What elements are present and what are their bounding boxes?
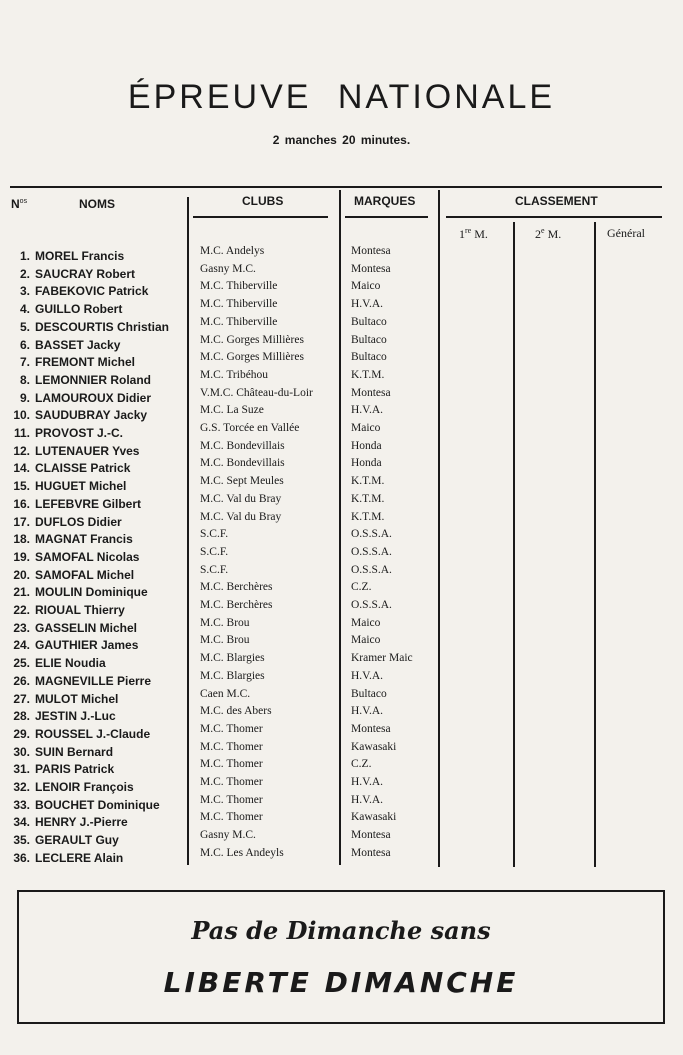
rider-name: MAGNEVILLE Pierre [35,673,152,688]
rider-club: M.C. Bondevillais [200,439,285,452]
rider-club: M.C. Thomer [200,722,263,735]
table-row [0,722,683,744]
rider-club: M.C. Thomer [200,776,263,788]
rider-club: M.C. Thomer [200,811,263,824]
rider-name: MOULIN Dominique [35,585,148,600]
table-row [0,740,683,762]
rider-name: PROVOST J.-C. [35,426,124,440]
rider-marque: Maico [351,280,381,293]
rider-club: M.C. La Suze [200,404,264,417]
header-general: Général [607,226,645,240]
rider-marque: Bultaco [351,315,387,328]
rider-number: 23. [13,620,30,635]
rider-club: Gasny M.C. [200,829,256,842]
header-manche-2: 2e M. [535,226,562,241]
rider-marque: Maico [351,616,381,629]
rider-club: M.C. Thomer [200,758,263,771]
rider-marque: H.V.A. [351,776,384,788]
ad-line-2: LIBERTE DIMANCHE [163,966,519,999]
rider-marque: K.T.M. [351,368,385,381]
table-row [0,262,683,284]
rider-name: SAUCRAY Robert [35,266,136,281]
rider-club: M.C. Gorges Millières [200,333,304,346]
rider-name: RIOUAL Thierry [35,603,125,617]
table-row [0,404,683,425]
rider-number: 2. [19,266,30,281]
rider-name: SAMOFAL Michel [35,567,135,582]
advertisement-box [17,890,665,1024]
rider-club: M.C. Sept Meules [200,475,284,488]
rider-marque: H.V.A. [351,298,384,311]
rider-club: M.C. Thomer [200,793,263,806]
rider-number: 35. [13,833,30,848]
rider-number: 32. [13,780,30,794]
rider-marque: Kawasaki [351,811,397,824]
rider-marque: Kawasaki [351,740,397,753]
header-clubs: CLUBS [242,194,284,208]
rider-club: M.C. Thomer [200,740,263,753]
table-row [0,846,683,868]
rider-name: LECLERE Alain [35,850,124,865]
rider-club: M.C. Andelys [200,245,265,257]
rider-marque: Kramer Maic [351,652,413,665]
rider-club: S.C.F. [200,545,229,558]
clubs-underline [193,216,328,218]
rider-number: 10. [13,408,30,423]
rider-name: ELIE Noudia [35,656,106,671]
table-row [0,351,683,372]
header-top-rule [10,186,662,188]
rider-name: BOUCHET Dominique [35,797,160,812]
rider-number: 9. [19,390,30,405]
rider-marque: Bultaco [351,351,387,364]
page-subtitle: 2 manches 20 minutes. [272,133,411,147]
rider-number: 4. [19,302,30,317]
rider-number: 21. [13,585,30,600]
rider-name: LAMOUROUX Didier [35,390,152,405]
rider-club: M.C. Thiberville [200,315,278,328]
rider-number: 29. [13,726,30,741]
rider-marque: Bultaco [351,333,387,346]
rider-name: MOREL Francis [35,249,125,263]
rider-club: M.C. Brou [200,616,250,629]
table-row [0,758,683,779]
rider-club: M.C. Les Andeyls [200,846,284,859]
header-marques: MARQUES [354,194,416,208]
table-row [0,705,683,726]
table-row [0,528,683,549]
header-classement: CLASSEMENT [515,194,598,208]
rider-club: M.C. Bondevillais [200,457,285,470]
rider-number: 6. [19,337,30,352]
rider-name: GUILLO Robert [35,302,123,317]
rider-name: LENOIR François [35,780,134,794]
rider-name: FREMONT Michel [35,355,136,370]
rider-number: 33. [13,797,30,812]
rider-club: M.C. Blargies [200,652,265,665]
rider-name: SUIN Bernard [35,744,114,759]
rider-marque: K.T.M. [351,510,385,523]
ad-line-1: Pas de Dimanche sans [191,916,491,945]
rider-club: M.C. Thiberville [200,280,278,293]
marques-underline [345,216,428,218]
rider-marque: C.Z. [351,758,372,771]
rider-number: 17. [13,514,30,529]
table-row [0,669,683,691]
rider-number: 7. [19,355,30,370]
page-title: ÉPREUVE NATIONALE [127,78,556,116]
rider-name: SAUDUBRAY Jacky [35,408,148,423]
table-row [0,563,683,585]
table-row [0,510,683,532]
rider-name: MAGNAT Francis [35,532,133,547]
rider-marque: Montesa [351,386,391,399]
rider-club: Caen M.C. [200,687,251,700]
rider-name: DESCOURTIS Christian [35,319,170,334]
rider-club: G.S. Torcée en Vallée [200,422,300,434]
rider-marque: Montesa [351,829,391,842]
rider-name: GERAULT Guy [35,833,119,848]
rider-number: 5. [19,319,30,334]
rider-name: MULOT Michel [35,691,119,706]
table-row [0,634,683,655]
header-manche-1: 1re M. [459,226,488,241]
table-row [0,793,683,815]
table-row [0,599,683,620]
rider-number: 27. [13,691,30,706]
table-row [0,386,683,408]
rider-club: M.C. Berchères [200,599,273,611]
rider-number: 11. [13,426,30,440]
rider-club: M.C. des Abers [200,705,272,718]
rider-club: M.C. Thiberville [200,298,278,311]
rider-name: LUTENAUER Yves [35,443,140,458]
rider-name: PARIS Patrick [35,762,115,777]
rider-marque: Maico [351,422,381,434]
rider-name: LEMONNIER Roland [35,372,151,387]
rider-number: 34. [13,815,30,830]
table-row [0,492,683,514]
rider-marque: H.V.A. [351,669,384,682]
header-noms: NOMS [79,197,115,211]
table-row [0,616,683,638]
rider-marque: O.S.S.A. [351,563,392,576]
table-row [0,811,683,832]
rider-number: 28. [13,709,30,724]
table-row [0,439,683,461]
rider-name: HUGUET Michel [35,479,127,494]
rider-number: 25. [13,656,30,671]
rider-club: M.C. Tribéhou [200,368,269,381]
classement-underline [446,216,662,218]
rider-name: SAMOFAL Nicolas [35,549,140,564]
table-row [0,368,683,390]
table-row [0,422,683,443]
table-row [0,457,683,478]
rider-club: M.C. Berchères [200,581,273,594]
rider-number: 14. [13,461,30,476]
rider-club: S.C.F. [200,563,229,576]
rider-number: 16. [13,496,30,511]
table-row [0,475,683,496]
rider-marque: Honda [351,457,382,470]
rider-name: HENRY J.-Pierre [35,815,128,830]
rider-number: 8. [19,372,30,387]
rider-number: 26. [13,673,30,688]
rider-number: 22. [13,603,30,617]
rider-number: 12. [13,443,30,458]
rider-club: M.C. Blargies [200,669,265,682]
rider-number: 19. [13,549,30,564]
table-row [0,581,683,602]
rider-marque: O.S.S.A. [351,528,392,541]
rider-marque: K.T.M. [351,492,385,505]
table-row [0,245,683,266]
table-row [0,280,683,301]
table-row [0,652,683,673]
table-row [0,829,683,850]
rider-name: LEFEBVRE Gilbert [35,496,142,511]
table-row [0,315,683,337]
rider-number: 3. [19,284,30,299]
rider-marque: Honda [351,439,382,452]
rider-number: 30. [13,744,30,759]
rider-marque: Maico [351,634,381,647]
rider-club: M.C. Gorges Millières [200,351,304,364]
rider-marque: Montesa [351,245,391,257]
rider-name: CLAISSE Patrick [35,461,131,476]
rider-name: BASSET Jacky [35,337,121,352]
rider-club: M.C. Val du Bray [200,492,282,505]
table-row [0,687,683,709]
table-row [0,545,683,567]
rider-marque: C.Z. [351,581,372,594]
rider-marque: H.V.A. [351,404,384,417]
rider-club: Gasny M.C. [200,262,256,275]
table-row [0,776,683,797]
table-row [0,298,683,319]
rider-name: FABEKOVIC Patrick [35,284,149,299]
rider-marque: H.V.A. [351,705,384,718]
rider-marque: K.T.M. [351,475,385,488]
rider-marque: O.S.S.A. [351,599,392,611]
header-nos: $N^{os}$ [11,197,28,211]
rider-name: DUFLOS Didier [35,514,122,529]
rider-marque: Montesa [351,722,391,735]
rider-marque: Bultaco [351,687,387,700]
rider-club: S.C.F. [200,528,229,541]
rider-club: M.C. Val du Bray [200,510,282,523]
rider-name: GAUTHIER James [35,638,139,653]
rider-marque: Montesa [351,262,391,275]
rider-number: 15. [13,479,30,494]
rider-name: GASSELIN Michel [35,620,138,635]
rider-marque: H.V.A. [351,793,384,806]
rider-club: M.C. Brou [200,634,250,647]
rider-club: V.M.C. Château-du-Loir [200,386,313,399]
rider-number: 36. [13,850,30,865]
table-row [0,333,683,355]
rider-number: 18. [13,532,30,547]
rider-number: 31. [13,762,30,777]
rider-name: JESTIN J.-Luc [35,709,116,724]
rider-marque: Montesa [351,846,391,859]
rider-number: 1. [19,249,30,263]
rider-number: 20. [13,567,30,582]
rider-marque: O.S.S.A. [351,545,392,558]
rider-name: ROUSSEL J.-Claude [35,726,151,741]
rider-number: 24. [13,638,30,653]
